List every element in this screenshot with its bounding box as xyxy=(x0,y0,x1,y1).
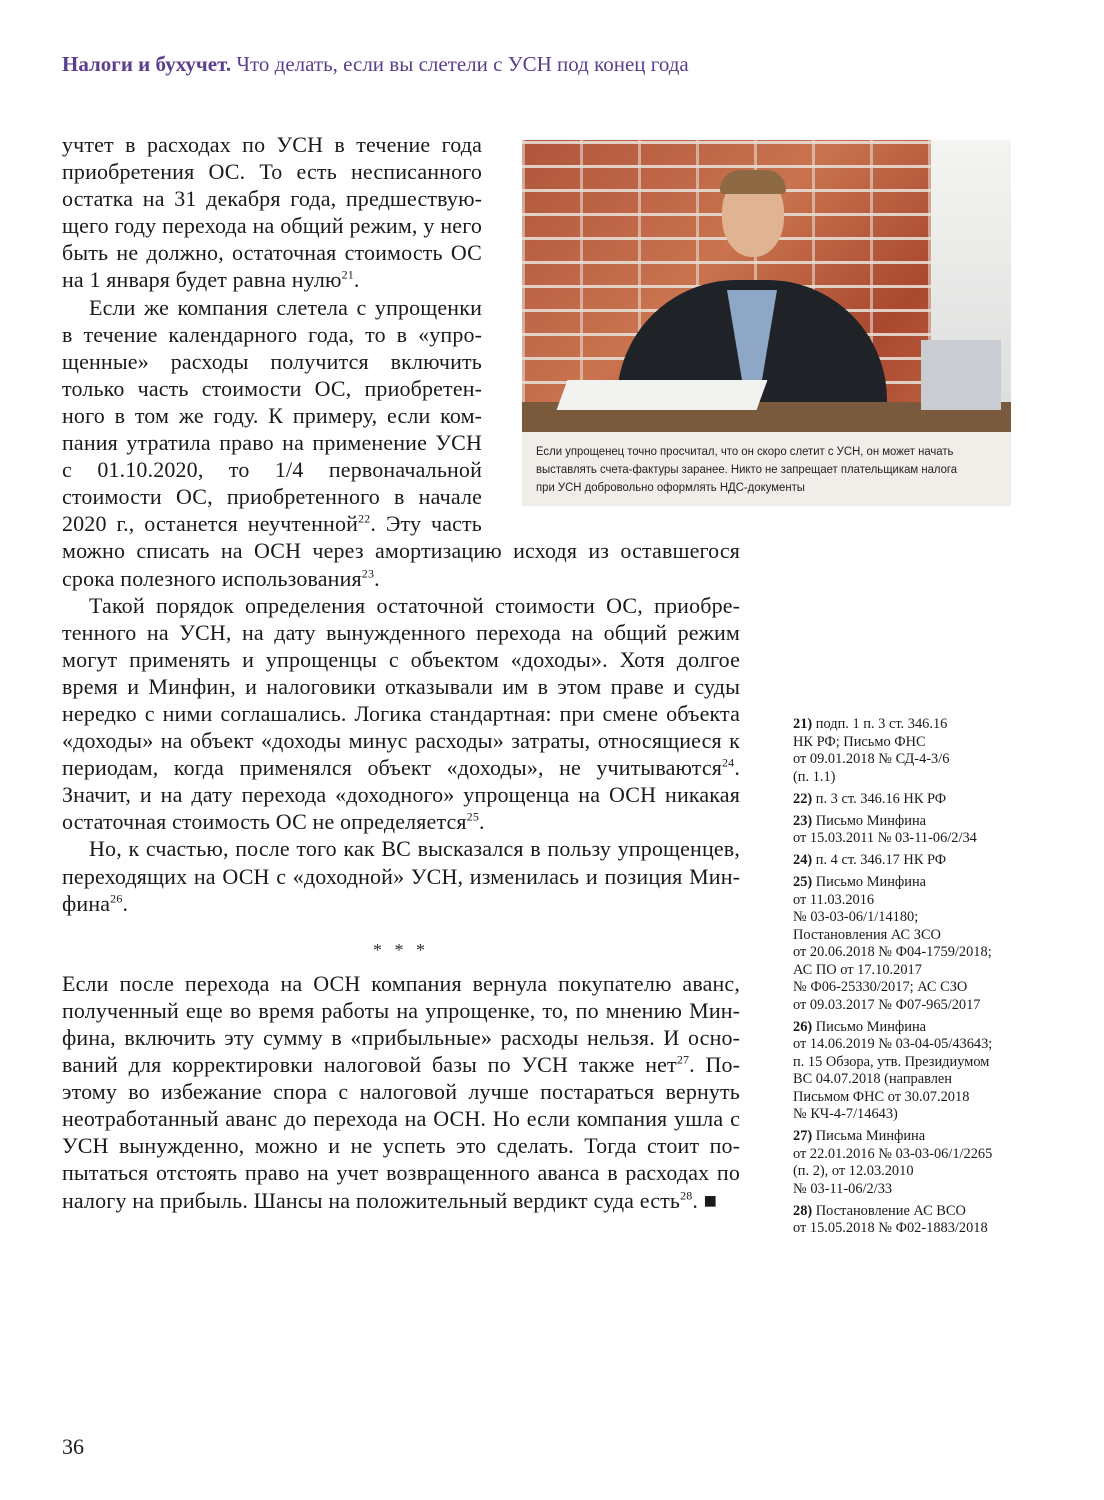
text-run: . Значит, и на дату перехода «доходного» упрощенца на ОСН никакая остаточная стоимость ОС не определяется xyxy=(62,755,740,835)
text-run: Но, к счастью, после того как ВС высказался в пользу упрощенцев, переходящих на ОСН с «доходной» УСН, изменилась и позиция Минфина xyxy=(62,836,740,916)
footnote-line: № КЧ-4-7/14643) xyxy=(793,1106,898,1122)
text-run: . xyxy=(122,890,129,916)
footnote-line: (п. 1.1) xyxy=(793,768,836,785)
running-header xyxy=(62,52,689,77)
footnote-line: 28) Постановление АС ВСО xyxy=(793,1202,966,1219)
text-run: . Эту часть можно списать на ОСН через амортизацию исходя из оставшегося срока полезного использования xyxy=(62,511,740,591)
footnote-line: от 15.03.2011 № 03-11-06/2/34 xyxy=(793,830,977,846)
footnote-line: АС ПО от 17.10.2017 xyxy=(793,961,922,978)
text-run: . xyxy=(353,267,360,293)
paragraph xyxy=(62,835,740,916)
text-run: Если после перехода на ОСН компания вернула покупателю аванс, полученный еще во время работы на упрощенке, то, по мнению Минфина, включить эту сумму в «прибыльные» расходы нельзя. И оснований для корректировки налоговой базы по УСН также нет xyxy=(62,970,740,1078)
article-body xyxy=(62,131,740,1214)
footnote xyxy=(793,1128,1028,1198)
footnote-ref: 28 xyxy=(680,1188,693,1203)
footnote-line: от 14.06.2019 № 03-04-05/43643; xyxy=(793,1036,993,1052)
text-run: . xyxy=(374,565,380,591)
footnote-ref: 22 xyxy=(358,511,371,526)
footnote-line: 23) Письмо Минфина xyxy=(793,812,927,829)
footnote-number: 24) xyxy=(793,852,813,868)
footnote-line: от 15.05.2018 № Ф02-1883/2018 xyxy=(793,1220,988,1236)
footnote xyxy=(793,1019,1028,1124)
footnote-line: 25) Письмо Минфина xyxy=(793,874,927,890)
footnote-line: № Ф06-25330/2017; АС СЗО xyxy=(793,979,968,995)
footnote-line: 21) подп. 1 п. 3 ст. 346.16 xyxy=(793,716,948,732)
footnote-ref: 25 xyxy=(466,810,479,825)
footnote-line: № 03-03-06/1/14180; xyxy=(793,909,919,925)
footnote-line: НК РФ; Письмо ФНС xyxy=(793,733,926,750)
footnote-number: 27) xyxy=(793,1128,813,1144)
footnote-line: 22) п. 3 ст. 346.16 НК РФ xyxy=(793,790,947,807)
footnote xyxy=(793,1203,1028,1238)
text-run: . ■ xyxy=(692,1187,718,1213)
paragraph xyxy=(62,970,740,1214)
footnote xyxy=(793,791,1028,809)
footnote-ref: 21 xyxy=(341,268,354,283)
caption-line: Если упрощенец точно просчитал, что он скоро слетит с УСН, он может начать xyxy=(536,444,954,458)
footnote-line: ВС 04.07.2018 (направлен xyxy=(793,1071,952,1087)
footnote-line: п. 15 Обзора, утв. Президиумом xyxy=(793,1053,990,1070)
photo-float-spacer xyxy=(482,131,740,531)
text-run: . Поэтому во избежание спора с налоговой лучше постараться вернуть неотработанный аванс до перехода на ОСН. Но если компания ушла с УСН вынужденно, можно и не успеть это сделать. Тогда стоит попытаться отстоять право на учет возвращенного аванса в расходах по налогу на прибыль. Шансы на положительный вердикт суда есть xyxy=(62,1052,740,1213)
footnote xyxy=(793,813,1028,848)
paragraph xyxy=(62,592,740,836)
footnote xyxy=(793,852,1028,870)
footnote-number: 23) xyxy=(793,812,813,829)
footnote-line: от 20.06.2018 № Ф04-1759/2018; xyxy=(793,944,992,960)
footnote-number: 21) xyxy=(793,716,813,732)
caption-line: выставлять счета-фактуры заранее. Никто не запрещает плательщикам налога xyxy=(536,462,958,477)
text-run: . xyxy=(478,809,485,835)
footnote-ref: 24 xyxy=(722,755,735,770)
text-run: учтет в расходах по УСН в течение года приобретения ОС. То есть несписанного остатка на 31 декабря года, предшествующего году перехода на общий режим, у него быть не должно, остаточная стоимость ОС на 1 января будет равна нулю xyxy=(62,132,482,293)
footnote-number: 26) xyxy=(793,1018,813,1035)
footnote-line: 27) Письма Минфина xyxy=(793,1128,926,1144)
laptop xyxy=(921,340,1001,410)
footnote-ref: 27 xyxy=(676,1052,690,1067)
footnote-ref: 23 xyxy=(361,566,375,581)
footnote xyxy=(793,716,1028,786)
footnote-number: 28) xyxy=(793,1202,813,1219)
text-run: Такой порядок определения остаточной стоимости ОС, приобретенного на УСН, на дату вынужденного перехода на общий режим могут применять и упрощенцы с объектом «доходы». Хотя долгое время и Минфин, и налоговики отказывали им в этом праве и суды нередко с ними соглашались. Логика стандартная: при смене объекта «доходы» на объект «доходы минус расходы» затраты, относящиеся к периодам, когда применялся объект «доходы», не учитываются xyxy=(62,592,740,781)
footnote-line: Постановления АС ЗСО xyxy=(793,926,941,943)
footnote-line: 24) п. 4 ст. 346.17 НК РФ xyxy=(793,852,947,868)
footnote-line: от 09.03.2017 № Ф07-965/2017 xyxy=(793,996,981,1013)
footnote-number: 22) xyxy=(793,790,813,807)
footnote-line: 26) Письмо Минфина xyxy=(793,1018,927,1035)
footnote-line: (п. 2), от 12.03.2010 xyxy=(793,1163,914,1179)
caption-line: при УСН добровольно оформлять НДС-документы xyxy=(536,480,805,495)
text-run: Если же компания слетела с упрощенки в течение календарного года, то в «упрощенные» расходы получится включить только часть стоимости ОС, приобретенного в том же году. К примеру, если компания утратила право на применение УСН с 01.10.2020, то 1/4 первоначальной стоимости ОС, приобретенного в начале 2020 г., останется неучтенной xyxy=(62,294,482,537)
page-number: 36 xyxy=(62,1434,84,1459)
footnote-number: 25) xyxy=(793,874,813,890)
section-name: Налоги и бухучет. xyxy=(62,52,232,76)
footnote xyxy=(793,874,1028,1014)
footnotes xyxy=(793,716,1028,1242)
article-title: Что делать, если вы слетели с УСН под конец года xyxy=(236,52,689,76)
footnote-line: от 11.03.2016 xyxy=(793,891,875,908)
footnote-ref: 26 xyxy=(110,891,123,906)
footnote-line: № 03-11-06/2/33 xyxy=(793,1180,893,1197)
footnote-line: Письмом ФНС от 30.07.2018 xyxy=(793,1088,970,1105)
section-separator: * * * xyxy=(373,939,429,960)
footnote-line: от 22.01.2016 № 03-03-06/1/2265 xyxy=(793,1145,993,1162)
footnote-line: от 09.01.2018 № СД-4-3/6 xyxy=(793,751,950,767)
